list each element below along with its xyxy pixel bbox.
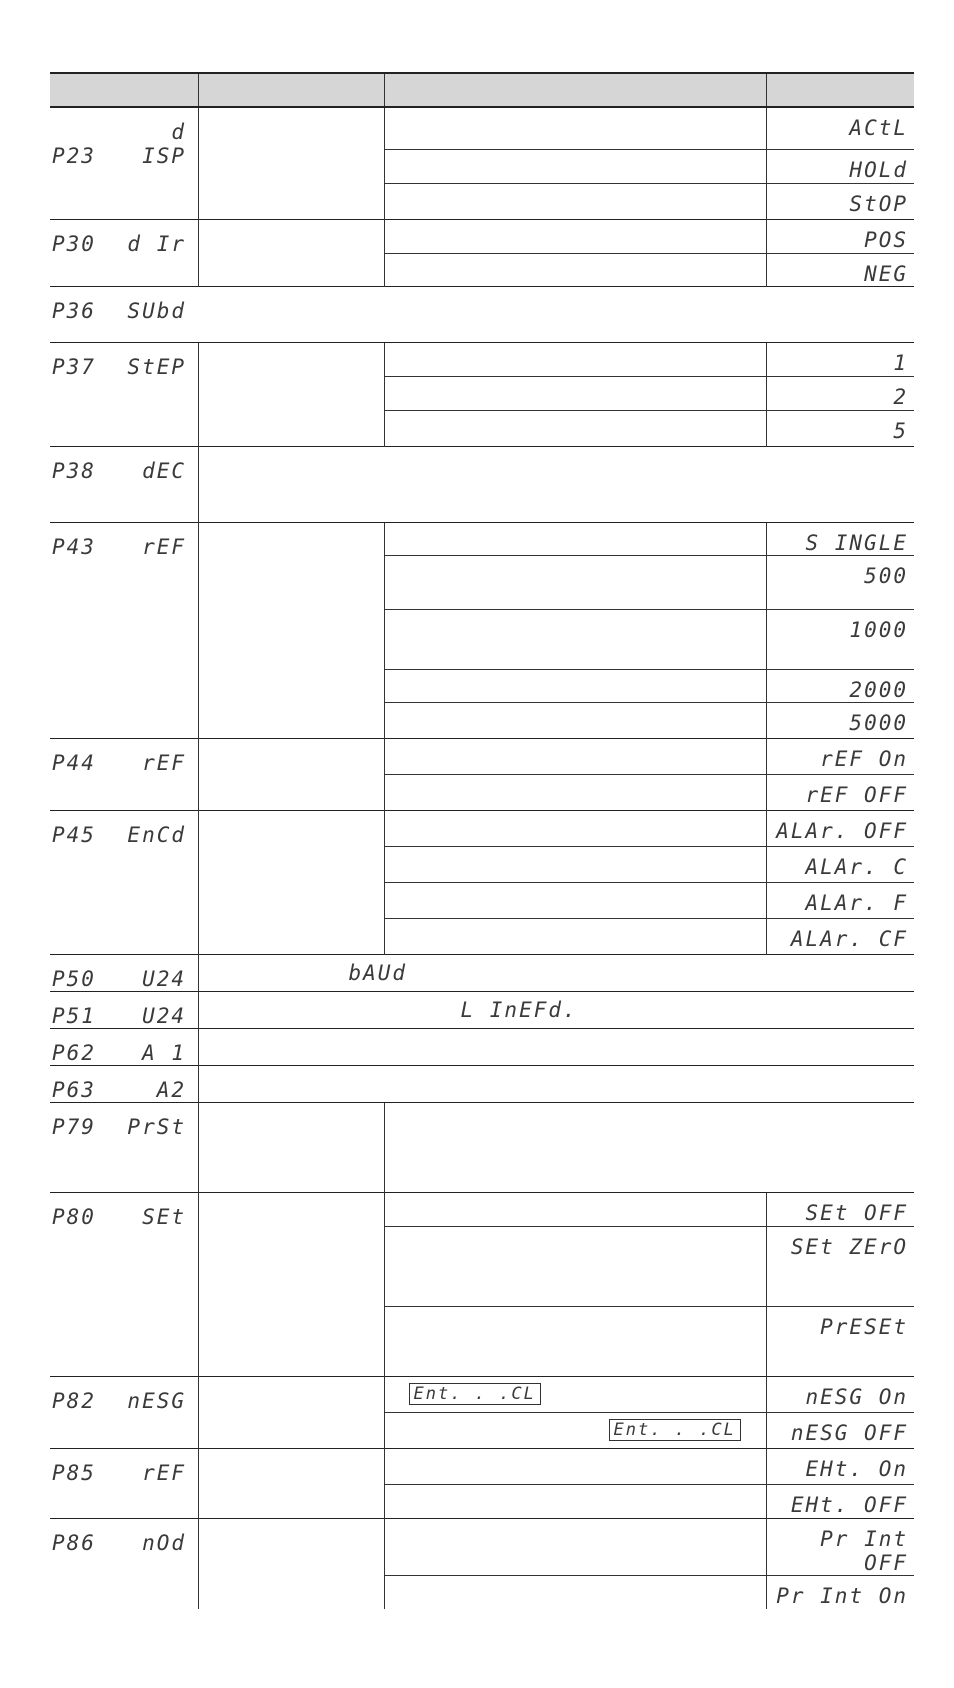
option-value: SEt ZErO bbox=[766, 1226, 914, 1306]
description-cell bbox=[384, 1448, 766, 1484]
option-value: nESG On bbox=[766, 1376, 914, 1412]
param-name: rEF bbox=[142, 750, 186, 775]
description-cell bbox=[384, 1518, 766, 1575]
table-row bbox=[50, 1448, 914, 1484]
function-cell bbox=[198, 810, 384, 954]
table-row bbox=[50, 1065, 914, 1102]
table-row bbox=[50, 1518, 914, 1575]
header-cell-setting bbox=[766, 73, 914, 107]
param-code: P80 bbox=[52, 1204, 96, 1229]
description-text: bAUd bbox=[198, 954, 914, 991]
description-cell bbox=[198, 1028, 914, 1065]
description-cell bbox=[384, 774, 766, 810]
param-code: P62 bbox=[52, 1040, 96, 1065]
option-value: 1 bbox=[766, 342, 914, 376]
param-code: P44 bbox=[52, 750, 96, 775]
function-cell bbox=[198, 1376, 384, 1448]
param-code: P43 bbox=[52, 534, 96, 559]
param-cell bbox=[50, 810, 198, 954]
param-name: A2 bbox=[156, 1077, 186, 1102]
description-cell bbox=[384, 522, 766, 555]
table-row bbox=[50, 286, 914, 342]
description-cell bbox=[384, 1484, 766, 1518]
param-code: P85 bbox=[52, 1460, 96, 1485]
header-cell-function bbox=[198, 73, 384, 107]
function-cell bbox=[198, 1448, 384, 1518]
param-name: dEC bbox=[142, 458, 186, 483]
description-cell bbox=[384, 1192, 766, 1226]
description-cell bbox=[384, 918, 766, 954]
option-value: 500 bbox=[766, 555, 914, 609]
option-value: Pr Int OFF bbox=[766, 1518, 914, 1575]
description-cell bbox=[384, 149, 766, 183]
description-cell bbox=[384, 810, 766, 846]
option-value: ALAr. OFF bbox=[766, 810, 914, 846]
param-code: P37 bbox=[52, 354, 96, 379]
function-cell bbox=[198, 522, 384, 738]
option-value: Pr Int On bbox=[766, 1575, 914, 1609]
param-code: P45 bbox=[52, 822, 96, 847]
description-cell bbox=[384, 702, 766, 738]
option-value: rEF On bbox=[766, 738, 914, 774]
param-code: P23 bbox=[52, 144, 96, 168]
option-value: ACtL bbox=[766, 107, 914, 149]
table-row bbox=[50, 107, 914, 149]
option-value: ALAr. C bbox=[766, 846, 914, 882]
table-row bbox=[50, 738, 914, 774]
param-cell bbox=[50, 446, 198, 522]
table-header bbox=[50, 73, 914, 107]
param-cell bbox=[50, 1028, 198, 1065]
option-value: 1000 bbox=[766, 609, 914, 669]
param-code: P36 bbox=[52, 298, 96, 323]
param-cell bbox=[50, 991, 198, 1028]
param-cell bbox=[50, 1065, 198, 1102]
description-cell bbox=[384, 882, 766, 918]
option-value: SEt OFF bbox=[766, 1192, 914, 1226]
param-name: A 1 bbox=[142, 1040, 186, 1065]
header-cell-description bbox=[384, 73, 766, 107]
description-cell bbox=[384, 376, 766, 410]
function-cell bbox=[198, 107, 384, 219]
param-name: EnCd bbox=[127, 822, 186, 847]
header-cell-parameter bbox=[50, 73, 198, 107]
option-value: 2 bbox=[766, 376, 914, 410]
param-name: SEt bbox=[142, 1204, 186, 1229]
option-value: 5000 bbox=[766, 702, 914, 738]
option-value: PrESEt bbox=[766, 1306, 914, 1376]
function-cell bbox=[198, 1518, 384, 1609]
table-row bbox=[50, 522, 914, 555]
param-name: StEP bbox=[127, 354, 186, 379]
description-cell bbox=[384, 253, 766, 286]
function-cell bbox=[198, 219, 384, 286]
option-value: nESG OFF bbox=[766, 1412, 914, 1448]
option-value: NEG bbox=[766, 253, 914, 286]
option-value: StOP bbox=[766, 183, 914, 219]
param-name: rEF bbox=[142, 1460, 186, 1485]
param-code: P63 bbox=[52, 1077, 96, 1102]
param-code: P50 bbox=[52, 966, 96, 991]
table-row bbox=[50, 1102, 914, 1192]
table-row bbox=[50, 1028, 914, 1065]
description-cell bbox=[384, 669, 766, 702]
option-value: POS bbox=[766, 219, 914, 253]
description-cell bbox=[384, 219, 766, 253]
option-value: ALAr. CF bbox=[766, 918, 914, 954]
description-cell bbox=[384, 1575, 766, 1609]
description-cell bbox=[384, 107, 766, 149]
param-code: P51 bbox=[52, 1003, 96, 1028]
param-cell bbox=[50, 1448, 198, 1518]
enter-clear-key: Ent. . .CL bbox=[409, 1383, 541, 1405]
param-name: nOd bbox=[142, 1530, 186, 1555]
option-value: ALAr. F bbox=[766, 882, 914, 918]
description-cell bbox=[384, 183, 766, 219]
table-row bbox=[50, 1376, 914, 1412]
param-name: PrSt bbox=[127, 1114, 186, 1139]
param-name: U24 bbox=[142, 966, 186, 991]
param-code: P38 bbox=[52, 458, 96, 483]
param-code: P30 bbox=[52, 231, 96, 256]
param-name: d ISP bbox=[142, 120, 186, 168]
description-cell bbox=[384, 1376, 766, 1412]
table-row bbox=[50, 446, 914, 522]
param-cell bbox=[50, 1376, 198, 1448]
param-cell bbox=[50, 1102, 198, 1192]
description-cell bbox=[384, 1102, 914, 1192]
table-row bbox=[50, 954, 914, 991]
table-row bbox=[50, 342, 914, 376]
option-value: 2000 bbox=[766, 669, 914, 702]
param-cell bbox=[50, 1192, 198, 1376]
param-code: P86 bbox=[52, 1530, 96, 1555]
description-cell bbox=[384, 1226, 766, 1306]
enter-clear-key: Ent. . .CL bbox=[609, 1419, 741, 1441]
description-cell bbox=[384, 1306, 766, 1376]
param-cell bbox=[50, 107, 198, 219]
param-name: U24 bbox=[142, 1003, 186, 1028]
description-cell bbox=[384, 846, 766, 882]
function-cell bbox=[198, 1192, 384, 1376]
description-text: L InEFd. bbox=[198, 991, 914, 1028]
param-cell bbox=[50, 738, 198, 810]
parameter-table bbox=[50, 72, 914, 1609]
param-code: P82 bbox=[52, 1388, 96, 1413]
table-row bbox=[50, 1192, 914, 1226]
description-cell bbox=[198, 446, 914, 522]
description-cell bbox=[198, 286, 914, 342]
description-cell bbox=[384, 410, 766, 446]
description-cell bbox=[384, 1412, 766, 1448]
param-name: d Ir bbox=[127, 231, 186, 256]
param-cell bbox=[50, 342, 198, 446]
param-cell bbox=[50, 522, 198, 738]
function-cell bbox=[198, 738, 384, 810]
option-value: rEF OFF bbox=[766, 774, 914, 810]
param-cell bbox=[50, 954, 198, 991]
option-value: 5 bbox=[766, 410, 914, 446]
function-cell bbox=[198, 1102, 384, 1192]
option-value: S INGLE bbox=[766, 522, 914, 555]
option-value: EHt. OFF bbox=[766, 1484, 914, 1518]
description-cell bbox=[198, 1065, 914, 1102]
function-cell bbox=[198, 342, 384, 446]
description-cell bbox=[384, 738, 766, 774]
param-name: rEF bbox=[142, 534, 186, 559]
param-name: nESG bbox=[127, 1388, 186, 1413]
option-value: EHt. On bbox=[766, 1448, 914, 1484]
param-name: SUbd bbox=[127, 298, 186, 323]
param-cell bbox=[50, 286, 198, 342]
param-cell bbox=[50, 1518, 198, 1609]
param-cell bbox=[50, 219, 198, 286]
description-cell bbox=[384, 609, 766, 669]
option-value: HOLd bbox=[766, 149, 914, 183]
description-cell bbox=[384, 342, 766, 376]
table-row bbox=[50, 810, 914, 846]
table-row bbox=[50, 991, 914, 1028]
description-cell bbox=[384, 555, 766, 609]
param-code: P79 bbox=[52, 1114, 96, 1139]
table-row bbox=[50, 219, 914, 253]
